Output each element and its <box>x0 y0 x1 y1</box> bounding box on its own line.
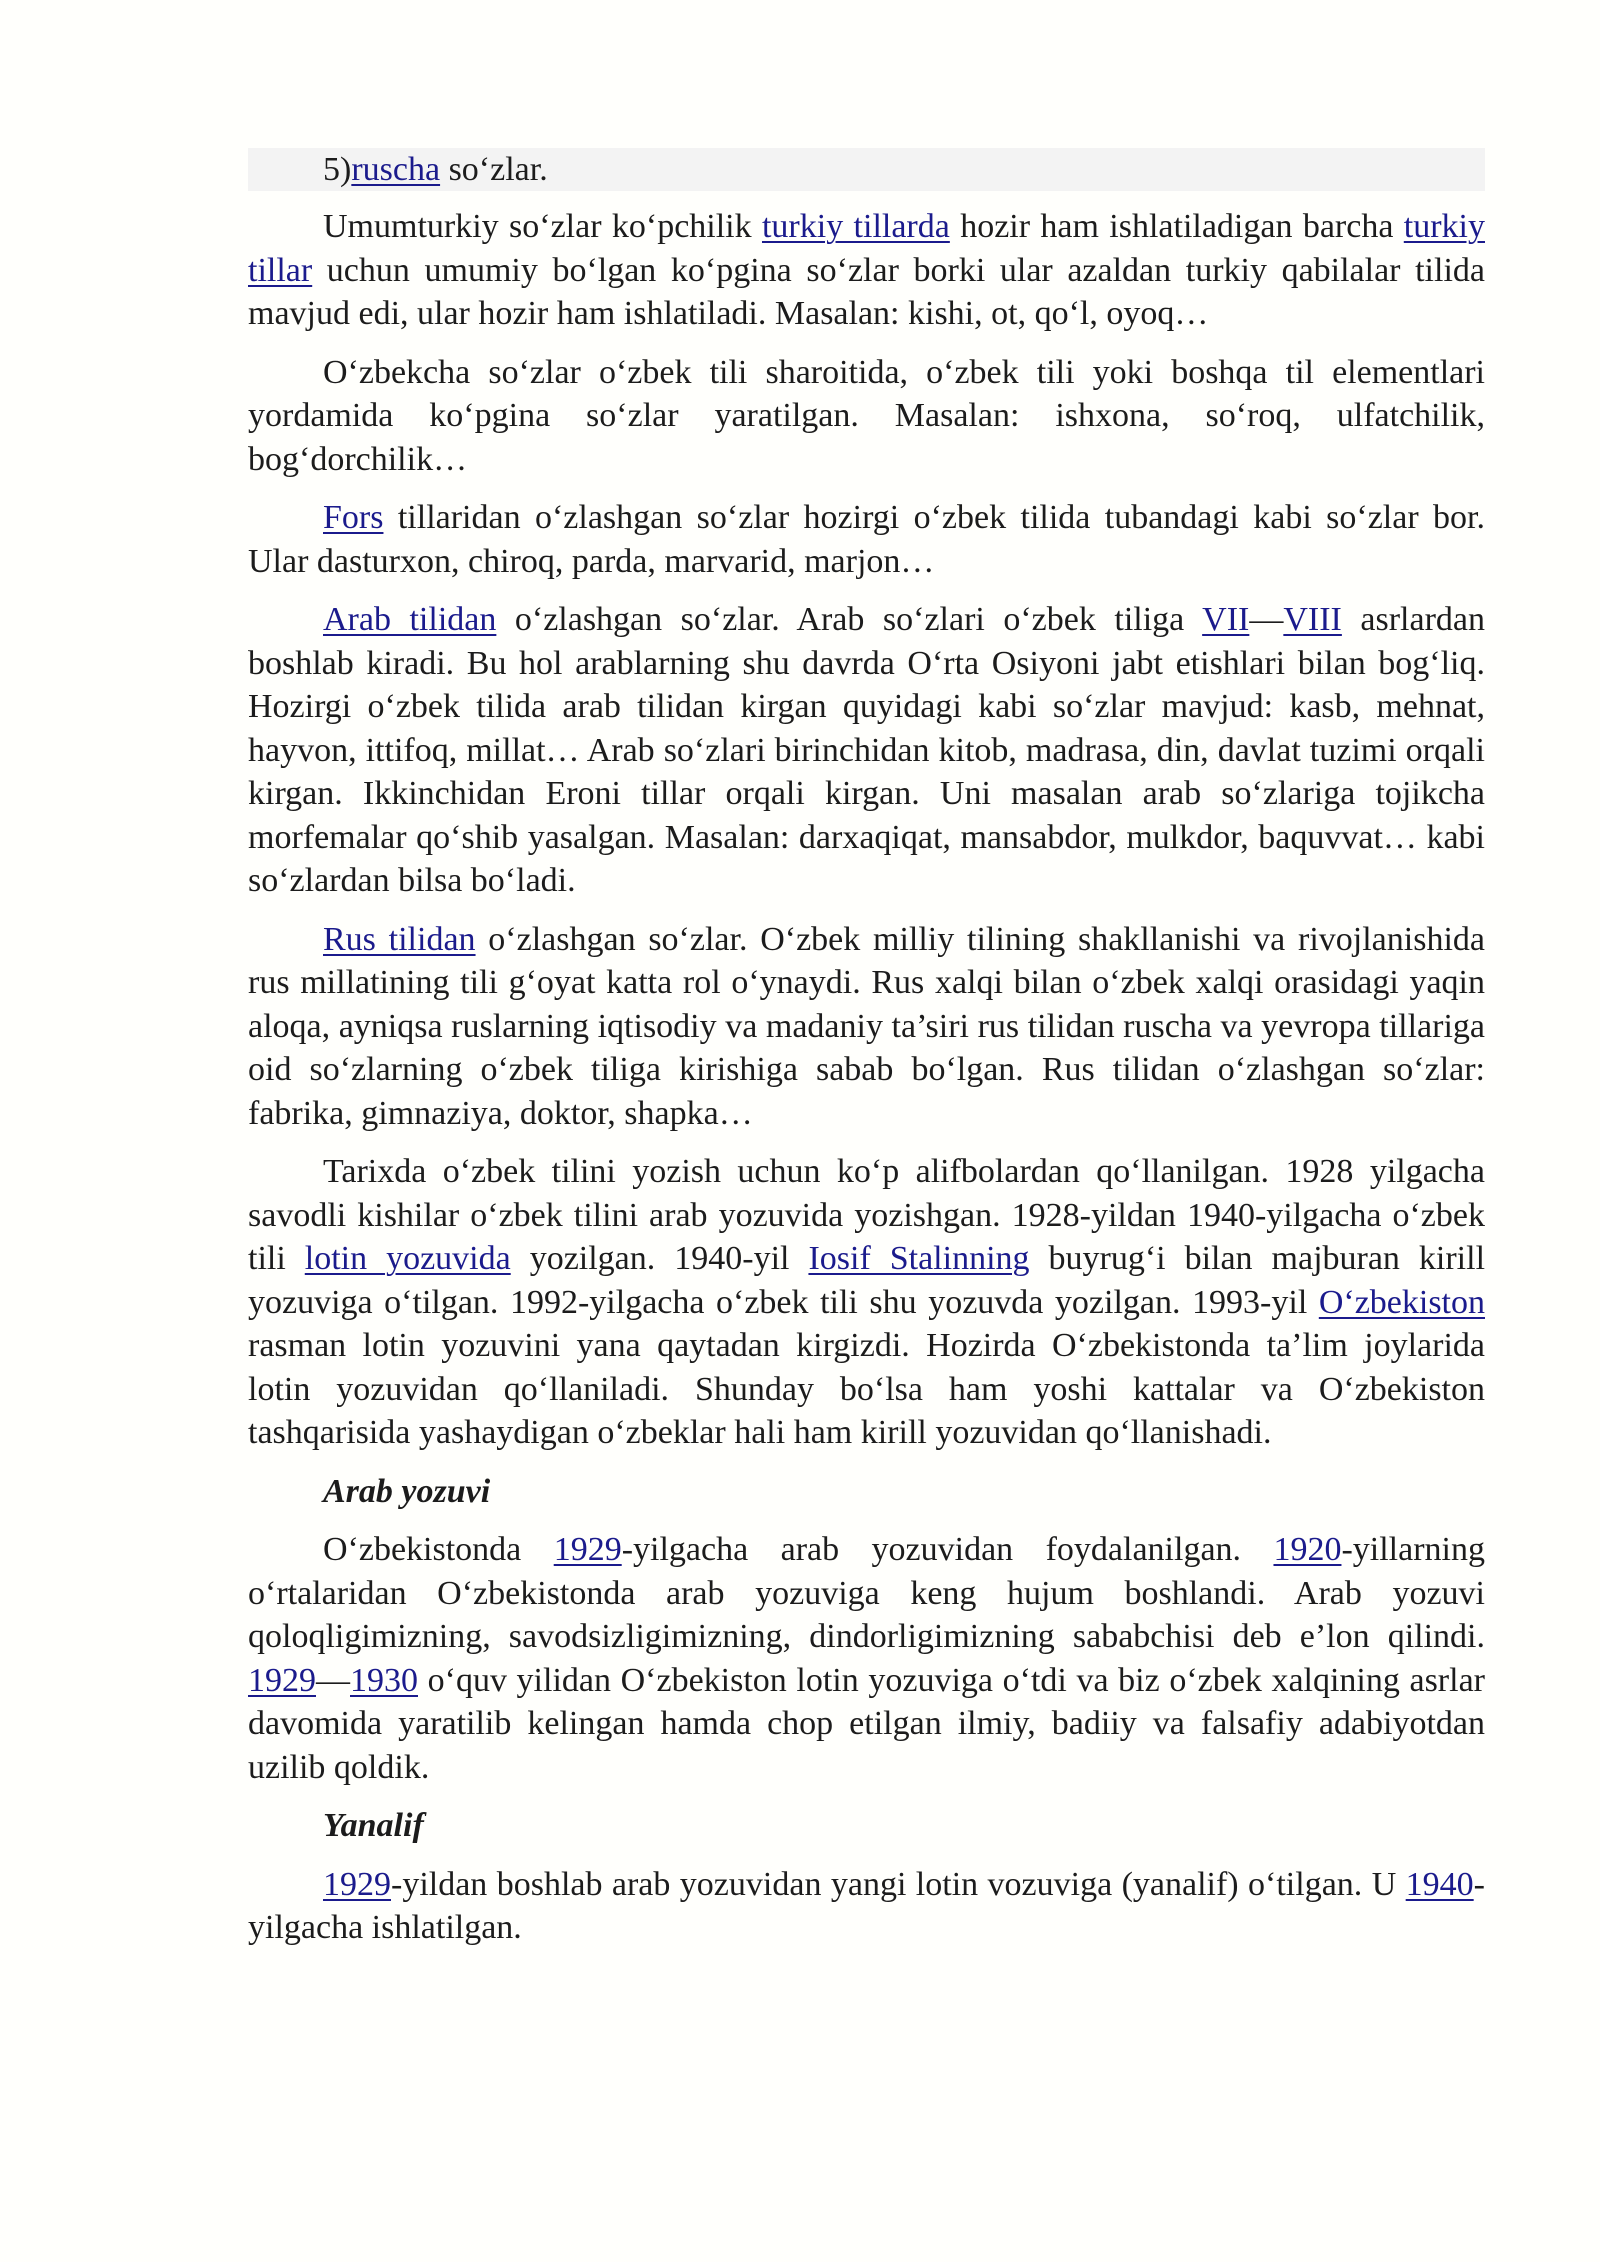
text-span: o‘zlashgan so‘zlar. O‘zbek milliy tilining shakllanishi va rivojlanishida rus millatining tili g‘oyat katta rol o‘ynaydi. Rus xalqi bilan o‘zbek xalqi orasidagi yaqin aloqa, ayniqsa ruslarning iqtisodiy va madaniy ta’siri rus tilidan ruscha va yevropa tillariga oid so‘zlarning o‘zbek tiliga kirishiga sabab bo‘lgan. Rus tilidan o‘zlashgan so‘zlar: fabrika, gimnaziya, doktor, shapka… <box>248 920 1485 1132</box>
text-span: O‘zbekistonda <box>323 1531 554 1568</box>
link-turkiy-tillarda[interactable]: turkiy tillarda <box>761 208 950 245</box>
text-span: O‘zbekcha so‘zlar o‘zbek tili sharoitida, o‘zbek tili yoki boshqa til elementlari yordamida ko‘pgina so‘zlar yaratilgan. Masalan: ishxona, so‘roq, ulfatchilik, bog‘dorchilik… <box>248 353 1485 478</box>
link-fors[interactable]: Fors <box>323 499 384 536</box>
link-1929[interactable]: 1929 <box>248 1661 316 1699</box>
paragraph-arabic-script <box>248 1528 1485 1789</box>
text-span: Umumturkiy so‘zlar ko‘pchilik <box>323 208 762 245</box>
text-span: asrlardan boshlab kiradi. Bu hol arablarning shu davrda O‘rta Osiyoni jabt etishlari bilan bog‘liq. Hozirgi o‘zbek tilida arab tilidan kirgan quyidagi kabi so‘zlar mavjud: kasb, mehnat, hayvon, ittifoq, millat… Arab so‘zlari birinchidan kitob, madrasa, din, davlat tuzimi orqali kirgan. Ikkinchidan Eroni tillar orqali kirgan. Uni masalan arab so‘zlariga tojikcha morfemalar qo‘shib yasalgan. Masalan: darxaqiqat, mansabdor, mulkdor, baquvvat… kabi so‘zlardan bilsa bo‘ladi. <box>248 601 1485 899</box>
document-body <box>248 148 1485 1965</box>
list-item-russian-words <box>248 148 1485 191</box>
list-item-text: so‘zlar. <box>440 151 548 188</box>
link-ozbekiston[interactable]: O‘zbekiston <box>1318 1283 1485 1321</box>
subheading-yanalif: Yanalif <box>323 1807 424 1844</box>
subheading-arab-yozuvi: Arab yozuvi <box>323 1472 491 1510</box>
paragraph-yanalif <box>248 1863 1485 1950</box>
link-1929[interactable]: 1929 <box>553 1531 622 1568</box>
link-turkiy-tillar[interactable]: turkiy tillar <box>248 208 1485 289</box>
link-viii[interactable]: VIII <box>1283 601 1342 638</box>
link-1929[interactable]: 1929 <box>323 1865 391 1903</box>
text-span: buyrug‘i bilan majburan kirill yozuviga o‘tilgan. 1992-yilgacha o‘zbek tili shu yozuvda yozilgan. 1993-yil <box>248 1240 1486 1321</box>
text-span: tillaridan o‘zlashgan so‘zlar hozirgi o‘zbek tilida tubandagi kabi so‘zlar bor. Ular dasturxon, chiroq, parda, marvarid, marjon… <box>248 499 1485 580</box>
text-span: Tarixda o‘zbek tilini yozish uchun ko‘p alifbolardan qo‘llanilgan. 1928 yilgacha savodli kishilar o‘zbek tilini arab yozuvida yozishgan. 1928-yildan 1940-yilgacha o‘zbek tili <box>248 1153 1485 1277</box>
paragraph-writing-history <box>248 1150 1485 1455</box>
link-vii[interactable]: VII <box>1202 601 1250 638</box>
link-1930[interactable]: 1930 <box>350 1661 418 1699</box>
link-iosif-stalinning[interactable]: Iosif Stalinning <box>808 1240 1030 1277</box>
text-span: -yillarning o‘rtalaridan O‘zbekistonda arab yozuviga keng hujum boshlandi. Arab yozuvi qoloqligimizning, savodsizligimizning, dindorligimizning sababchisi deb e’lon qilindi. <box>248 1531 1485 1655</box>
paragraph-common-turkic <box>248 205 1485 336</box>
text-span: hozir ham ishlatiladigan barcha <box>949 208 1404 245</box>
paragraph-persian-words <box>248 496 1485 583</box>
link-arab-tilidan[interactable]: Arab tilidan <box>323 601 497 638</box>
text-span: — <box>316 1661 350 1699</box>
text-span: yozilgan. 1940-yil <box>510 1240 809 1277</box>
link-1940[interactable]: 1940 <box>1405 1865 1474 1903</box>
link-lotin-yozuvida[interactable]: lotin yozuvida <box>304 1240 511 1277</box>
text-span: -yilgacha ishlatilgan. <box>248 1865 1485 1946</box>
text-span: rasman lotin yozuvini yana qaytadan kirgizdi. Hozirda O‘zbekistonda ta’lim joylarida lotin yozuvidan qo‘llaniladi. Shunday bo‘lsa ham yoshi kattalar va O‘zbekiston tashqarisida yashaydigan o‘zbeklar hali ham kirill yozuvidan qo‘llanishadi. <box>248 1327 1485 1451</box>
link-ruscha[interactable]: ruscha <box>351 151 441 188</box>
text-span: o‘quv yilidan O‘zbekiston lotin yozuviga o‘tdi va biz o‘zbek xalqining asrlar davomida yaratilib kelingan hamda chop etilgan ilmiy, badiiy va falsafiy adabiyotdan uzilib qoldik. <box>248 1661 1485 1786</box>
text-span: -yilgacha arab yozuvidan foydalanilgan. <box>621 1531 1274 1568</box>
list-number: 5) <box>323 151 352 188</box>
link-rus-tilidan[interactable]: Rus tilidan <box>323 920 476 958</box>
text-span: — <box>1249 601 1284 638</box>
link-1920[interactable]: 1920 <box>1273 1531 1342 1568</box>
paragraph-uzbek-words <box>248 351 1485 482</box>
paragraph-arabic-words <box>248 598 1485 903</box>
text-span: uchun umumiy bo‘lgan ko‘pgina so‘zlar borki ular azaldan turkiy qabilalar tilida mavjud edi, ular hozir ham ishlatiladi. Masalan: kishi, ot, qo‘l, oyoq… <box>248 251 1485 332</box>
text-span: o‘zlashgan so‘zlar. Arab so‘zlari o‘zbek tiliga <box>496 601 1203 638</box>
text-span: -yildan boshlab arab yozuvidan yangi lotin vozuviga (yanalif) o‘tilgan. U <box>391 1865 1406 1903</box>
paragraph-russian-words <box>248 918 1485 1136</box>
